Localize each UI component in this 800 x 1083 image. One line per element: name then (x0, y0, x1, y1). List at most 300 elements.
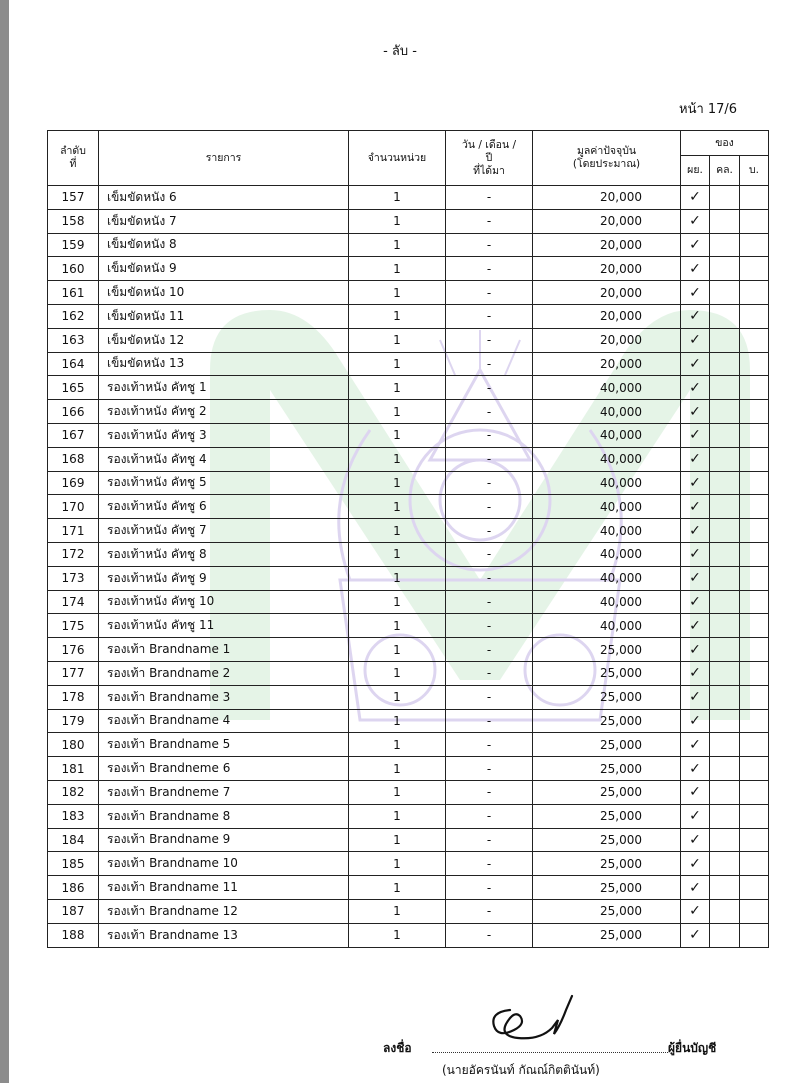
table-row (48, 899, 769, 923)
table-row (48, 566, 769, 590)
row-number: 159 (48, 233, 99, 257)
row-owner-child (740, 709, 769, 733)
row-owner-spouse (710, 352, 740, 376)
row-owner-child (740, 400, 769, 424)
row-value: 25,000 (533, 828, 681, 852)
row-date: - (446, 590, 533, 614)
row-item: รองเท้าหนัง คัทชู 10 (99, 590, 349, 614)
row-date: - (446, 566, 533, 590)
row-owner-check: ✓ (681, 447, 710, 471)
row-owner-check: ✓ (681, 186, 710, 210)
row-owner-child (740, 352, 769, 376)
row-owner-check: ✓ (681, 852, 710, 876)
row-owner-spouse (710, 209, 740, 233)
row-item: รองเท้า Brandname 3 (99, 685, 349, 709)
row-value: 20,000 (533, 328, 681, 352)
row-unit: 1 (349, 590, 446, 614)
row-owner-child (740, 542, 769, 566)
row-owner-spouse (710, 281, 740, 305)
table-row (48, 542, 769, 566)
row-owner-spouse (710, 876, 740, 900)
row-item: เข็มขัดหนัง 8 (99, 233, 349, 257)
row-date: - (446, 661, 533, 685)
signature-role: ผู้ยื่นบัญชี (668, 1041, 717, 1055)
row-date: - (446, 233, 533, 257)
row-unit: 1 (349, 852, 446, 876)
table-row (48, 304, 769, 328)
row-owner-spouse (710, 780, 740, 804)
row-owner-spouse (710, 447, 740, 471)
row-value: 25,000 (533, 757, 681, 781)
row-unit: 1 (349, 423, 446, 447)
row-date: - (446, 852, 533, 876)
row-item: รองเท้าหนัง คัทชู 11 (99, 614, 349, 638)
row-value: 25,000 (533, 899, 681, 923)
row-owner-check: ✓ (681, 780, 710, 804)
row-unit: 1 (349, 733, 446, 757)
row-owner-spouse (710, 423, 740, 447)
row-owner-check: ✓ (681, 757, 710, 781)
row-date: - (446, 423, 533, 447)
table-row (48, 733, 769, 757)
row-date: - (446, 899, 533, 923)
table-row (48, 661, 769, 685)
row-owner-check: ✓ (681, 638, 710, 662)
row-number: 168 (48, 447, 99, 471)
row-value: 25,000 (533, 876, 681, 900)
row-owner-spouse (710, 852, 740, 876)
signer-name: (นายอัครนันท์ กัณณ์กิตตินันท์) (442, 1063, 600, 1077)
row-number: 172 (48, 542, 99, 566)
row-owner-check: ✓ (681, 709, 710, 733)
row-item: รองเท้า Brandname 8 (99, 804, 349, 828)
row-value: 20,000 (533, 233, 681, 257)
row-value: 25,000 (533, 733, 681, 757)
table-row (48, 447, 769, 471)
table-header-row (48, 131, 769, 156)
header-item: รายการ (99, 131, 349, 186)
row-value: 20,000 (533, 186, 681, 210)
row-unit: 1 (349, 685, 446, 709)
row-value: 25,000 (533, 709, 681, 733)
header-owner-child: บ. (740, 156, 769, 186)
row-owner-child (740, 566, 769, 590)
table-row (48, 471, 769, 495)
row-number: 164 (48, 352, 99, 376)
row-value: 25,000 (533, 852, 681, 876)
row-unit: 1 (349, 614, 446, 638)
row-owner-spouse (710, 685, 740, 709)
row-owner-child (740, 423, 769, 447)
row-owner-spouse (710, 757, 740, 781)
row-value: 25,000 (533, 780, 681, 804)
signature-label: ลงชื่อ (383, 1041, 412, 1055)
row-number: 182 (48, 780, 99, 804)
row-unit: 1 (349, 661, 446, 685)
row-number: 157 (48, 186, 99, 210)
row-number: 179 (48, 709, 99, 733)
row-number: 174 (48, 590, 99, 614)
row-value: 40,000 (533, 519, 681, 543)
row-number: 173 (48, 566, 99, 590)
row-date: - (446, 400, 533, 424)
row-owner-child (740, 257, 769, 281)
row-date: - (446, 209, 533, 233)
row-owner-child (740, 828, 769, 852)
row-owner-spouse (710, 495, 740, 519)
row-item: รองเท้าหนัง คัทชู 6 (99, 495, 349, 519)
row-owner-check: ✓ (681, 495, 710, 519)
row-value: 40,000 (533, 566, 681, 590)
row-date: - (446, 757, 533, 781)
row-owner-check: ✓ (681, 233, 710, 257)
row-owner-child (740, 471, 769, 495)
row-item: รองเท้า Brandname 5 (99, 733, 349, 757)
row-owner-check: ✓ (681, 828, 710, 852)
row-unit: 1 (349, 209, 446, 233)
row-number: 171 (48, 519, 99, 543)
row-unit: 1 (349, 638, 446, 662)
row-date: - (446, 304, 533, 328)
signature-line (432, 1052, 668, 1053)
table-row (48, 757, 769, 781)
row-date: - (446, 447, 533, 471)
row-value: 25,000 (533, 804, 681, 828)
row-item: เข็มขัดหนัง 10 (99, 281, 349, 305)
row-unit: 1 (349, 542, 446, 566)
row-unit: 1 (349, 828, 446, 852)
row-owner-check: ✓ (681, 566, 710, 590)
row-date: - (446, 733, 533, 757)
row-number: 181 (48, 757, 99, 781)
row-date: - (446, 804, 533, 828)
row-owner-child (740, 233, 769, 257)
row-unit: 1 (349, 400, 446, 424)
row-owner-spouse (710, 542, 740, 566)
table-row (48, 685, 769, 709)
header-value: มูลค่าปัจจุบัน (โดยประมาณ) (533, 131, 681, 186)
header-owner-declarant: ผย. (681, 156, 710, 186)
row-owner-spouse (710, 304, 740, 328)
row-owner-check: ✓ (681, 519, 710, 543)
row-date: - (446, 828, 533, 852)
row-value: 25,000 (533, 638, 681, 662)
asset-table (47, 130, 769, 948)
row-unit: 1 (349, 899, 446, 923)
row-value: 20,000 (533, 352, 681, 376)
classification-header: - ลับ - (383, 44, 417, 59)
row-number: 160 (48, 257, 99, 281)
row-owner-check: ✓ (681, 376, 710, 400)
row-owner-check: ✓ (681, 352, 710, 376)
table-row (48, 233, 769, 257)
row-number: 177 (48, 661, 99, 685)
row-owner-child (740, 661, 769, 685)
table-row (48, 281, 769, 305)
row-owner-check: ✓ (681, 304, 710, 328)
row-value: 20,000 (533, 209, 681, 233)
table-row (48, 590, 769, 614)
row-unit: 1 (349, 876, 446, 900)
row-unit: 1 (349, 447, 446, 471)
table-row (48, 852, 769, 876)
row-owner-child (740, 304, 769, 328)
row-item: รองเท้าหนัง คัทชู 9 (99, 566, 349, 590)
row-unit: 1 (349, 281, 446, 305)
row-value: 40,000 (533, 400, 681, 424)
row-date: - (446, 328, 533, 352)
row-value: 40,000 (533, 542, 681, 566)
row-unit: 1 (349, 566, 446, 590)
row-owner-spouse (710, 899, 740, 923)
table-row (48, 186, 769, 210)
row-owner-child (740, 876, 769, 900)
table-row (48, 780, 769, 804)
row-owner-child (740, 209, 769, 233)
viewer-left-edge (0, 0, 9, 1083)
row-owner-check: ✓ (681, 328, 710, 352)
table-row (48, 638, 769, 662)
table-row (48, 828, 769, 852)
row-item: รองเท้าหนัง คัทชู 1 (99, 376, 349, 400)
row-number: 175 (48, 614, 99, 638)
row-number: 185 (48, 852, 99, 876)
table-body (48, 186, 769, 948)
row-owner-spouse (710, 733, 740, 757)
row-number: 162 (48, 304, 99, 328)
row-owner-child (740, 376, 769, 400)
row-owner-child (740, 519, 769, 543)
table-row (48, 328, 769, 352)
row-item: รองเท้า Brandneme 7 (99, 780, 349, 804)
row-owner-spouse (710, 923, 740, 947)
row-number: 163 (48, 328, 99, 352)
row-unit: 1 (349, 757, 446, 781)
row-unit: 1 (349, 233, 446, 257)
row-unit: 1 (349, 376, 446, 400)
row-unit: 1 (349, 352, 446, 376)
row-value: 25,000 (533, 661, 681, 685)
row-item: รองเท้าหนัง คัทชู 2 (99, 400, 349, 424)
row-owner-check: ✓ (681, 471, 710, 495)
row-date: - (446, 780, 533, 804)
row-value: 40,000 (533, 495, 681, 519)
row-number: 180 (48, 733, 99, 757)
row-item: รองเท้า Brandneme 6 (99, 757, 349, 781)
row-number: 169 (48, 471, 99, 495)
row-value: 40,000 (533, 423, 681, 447)
table-row (48, 376, 769, 400)
row-number: 178 (48, 685, 99, 709)
row-number: 176 (48, 638, 99, 662)
row-item: รองเท้า Brandname 11 (99, 876, 349, 900)
row-date: - (446, 352, 533, 376)
header-unit: จำนวนหน่วย (349, 131, 446, 186)
row-number: 183 (48, 804, 99, 828)
row-item: รองเท้า Brandname 10 (99, 852, 349, 876)
row-owner-check: ✓ (681, 542, 710, 566)
row-item: เข็มขัดหนัง 6 (99, 186, 349, 210)
row-number: 167 (48, 423, 99, 447)
row-unit: 1 (349, 804, 446, 828)
table-row (48, 923, 769, 947)
row-date: - (446, 876, 533, 900)
row-item: เข็มขัดหนัง 11 (99, 304, 349, 328)
row-number: 186 (48, 876, 99, 900)
row-owner-spouse (710, 709, 740, 733)
row-owner-check: ✓ (681, 876, 710, 900)
row-value: 20,000 (533, 304, 681, 328)
row-date: - (446, 495, 533, 519)
row-item: รองเท้าหนัง คัทชู 4 (99, 447, 349, 471)
row-owner-spouse (710, 638, 740, 662)
row-number: 184 (48, 828, 99, 852)
row-owner-spouse (710, 804, 740, 828)
row-item: รองเท้า Brandname 13 (99, 923, 349, 947)
row-value: 25,000 (533, 923, 681, 947)
table-row (48, 423, 769, 447)
row-date: - (446, 542, 533, 566)
row-item: รองเท้า Brandname 9 (99, 828, 349, 852)
row-owner-spouse (710, 376, 740, 400)
table-row (48, 519, 769, 543)
row-owner-spouse (710, 186, 740, 210)
row-owner-check: ✓ (681, 209, 710, 233)
row-owner-child (740, 852, 769, 876)
row-unit: 1 (349, 780, 446, 804)
row-owner-spouse (710, 257, 740, 281)
table-row (48, 709, 769, 733)
row-number: 166 (48, 400, 99, 424)
row-unit: 1 (349, 304, 446, 328)
row-owner-child (740, 638, 769, 662)
row-owner-check: ✓ (681, 423, 710, 447)
row-owner-child (740, 923, 769, 947)
row-unit: 1 (349, 709, 446, 733)
row-number: 158 (48, 209, 99, 233)
row-item: รองเท้า Brandname 2 (99, 661, 349, 685)
row-item: รองเท้าหนัง คัทชู 5 (99, 471, 349, 495)
table-row (48, 614, 769, 638)
row-unit: 1 (349, 519, 446, 543)
row-value: 20,000 (533, 257, 681, 281)
row-item: รองเท้าหนัง คัทชู 7 (99, 519, 349, 543)
row-item: รองเท้าหนัง คัทชู 8 (99, 542, 349, 566)
row-date: - (446, 376, 533, 400)
row-unit: 1 (349, 186, 446, 210)
table-row (48, 209, 769, 233)
row-number: 187 (48, 899, 99, 923)
row-item: รองเท้าหนัง คัทชู 3 (99, 423, 349, 447)
row-owner-check: ✓ (681, 661, 710, 685)
row-item: เข็มขัดหนัง 13 (99, 352, 349, 376)
row-owner-child (740, 757, 769, 781)
row-date: - (446, 685, 533, 709)
row-owner-check: ✓ (681, 923, 710, 947)
row-owner-child (740, 281, 769, 305)
row-date: - (446, 709, 533, 733)
row-item: เข็มขัดหนัง 9 (99, 257, 349, 281)
row-owner-spouse (710, 400, 740, 424)
table-row (48, 495, 769, 519)
row-unit: 1 (349, 923, 446, 947)
header-no: ลำดับ ที่ (48, 131, 99, 186)
row-item: รองเท้า Brandname 1 (99, 638, 349, 662)
row-owner-spouse (710, 828, 740, 852)
row-date: - (446, 281, 533, 305)
row-date: - (446, 638, 533, 662)
table-row (48, 804, 769, 828)
row-owner-spouse (710, 233, 740, 257)
row-item: รองเท้า Brandname 12 (99, 899, 349, 923)
table-row (48, 352, 769, 376)
row-date: - (446, 186, 533, 210)
row-owner-check: ✓ (681, 281, 710, 305)
row-value: 20,000 (533, 281, 681, 305)
header-date: วัน / เดือน / ปี ที่ได้มา (446, 131, 533, 186)
row-value: 40,000 (533, 614, 681, 638)
row-value: 25,000 (533, 685, 681, 709)
row-owner-child (740, 780, 769, 804)
row-unit: 1 (349, 328, 446, 352)
row-owner-check: ✓ (681, 804, 710, 828)
row-item: เข็มขัดหนัง 12 (99, 328, 349, 352)
row-owner-check: ✓ (681, 899, 710, 923)
row-number: 188 (48, 923, 99, 947)
row-value: 40,000 (533, 471, 681, 495)
row-item: เข็มขัดหนัง 7 (99, 209, 349, 233)
row-owner-child (740, 495, 769, 519)
row-owner-spouse (710, 590, 740, 614)
row-unit: 1 (349, 257, 446, 281)
row-owner-child (740, 685, 769, 709)
row-number: 161 (48, 281, 99, 305)
row-date: - (446, 614, 533, 638)
header-owner-group: ของ (681, 131, 769, 156)
row-item: รองเท้า Brandname 4 (99, 709, 349, 733)
table-row (48, 400, 769, 424)
row-owner-spouse (710, 471, 740, 495)
row-owner-child (740, 590, 769, 614)
row-date: - (446, 257, 533, 281)
row-date: - (446, 471, 533, 495)
row-owner-child (740, 733, 769, 757)
row-owner-child (740, 447, 769, 471)
row-owner-check: ✓ (681, 257, 710, 281)
row-owner-spouse (710, 328, 740, 352)
row-owner-child (740, 614, 769, 638)
row-value: 40,000 (533, 376, 681, 400)
row-date: - (446, 519, 533, 543)
row-owner-spouse (710, 614, 740, 638)
row-date: - (446, 923, 533, 947)
table-row (48, 257, 769, 281)
row-owner-spouse (710, 519, 740, 543)
row-unit: 1 (349, 495, 446, 519)
row-value: 40,000 (533, 590, 681, 614)
header-owner-spouse: คล. (710, 156, 740, 186)
row-owner-check: ✓ (681, 590, 710, 614)
row-owner-child (740, 899, 769, 923)
row-owner-check: ✓ (681, 733, 710, 757)
row-owner-check: ✓ (681, 614, 710, 638)
row-number: 165 (48, 376, 99, 400)
page-number: หน้า 17/6 (679, 102, 738, 117)
handwritten-signature-icon (480, 990, 590, 1050)
row-number: 170 (48, 495, 99, 519)
row-owner-spouse (710, 661, 740, 685)
row-owner-spouse (710, 566, 740, 590)
